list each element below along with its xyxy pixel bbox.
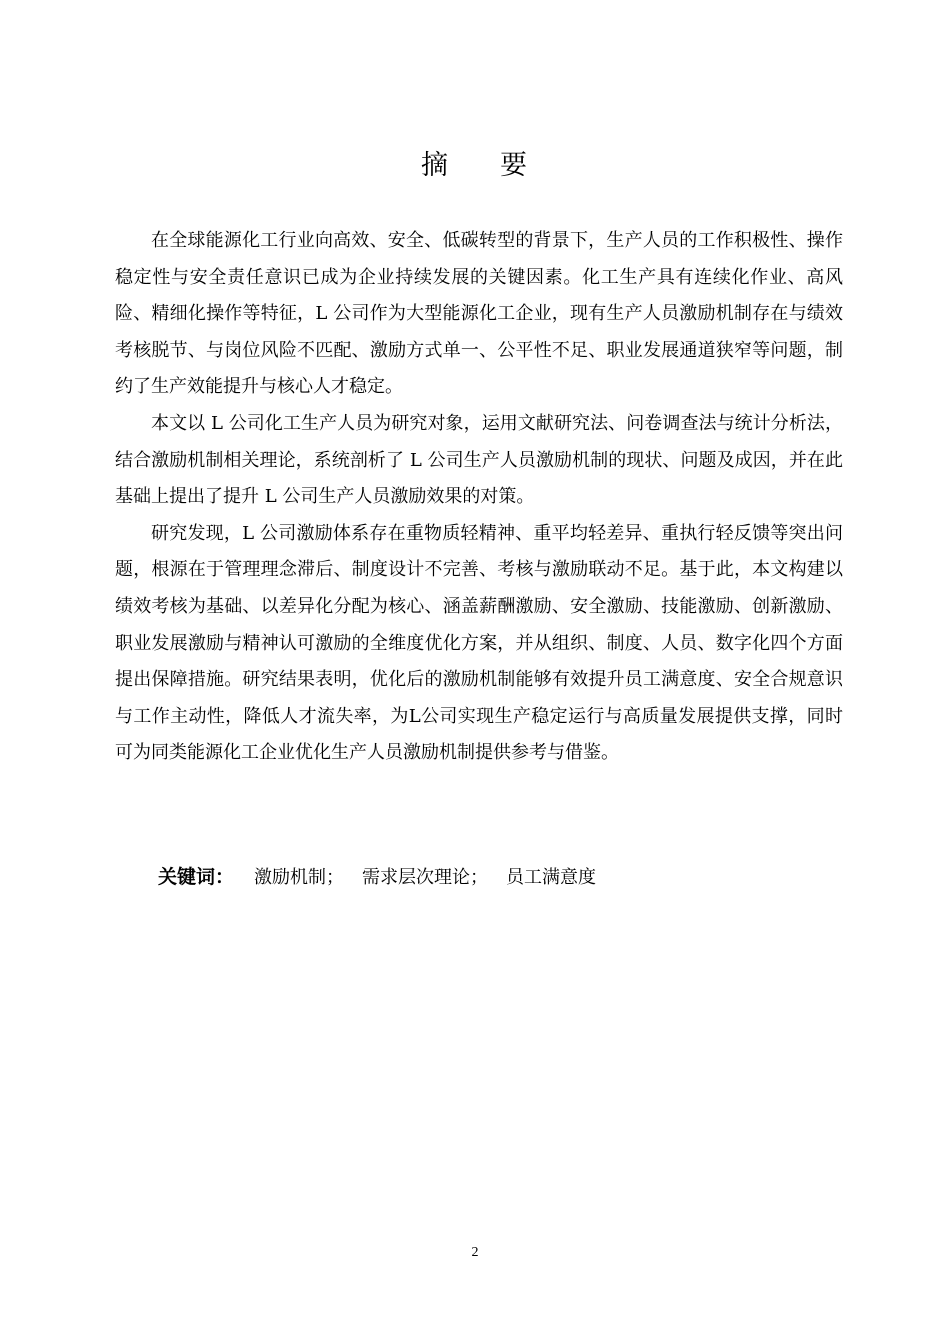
keyword-item: 激励机制； xyxy=(254,867,345,888)
abstract-body xyxy=(115,223,843,772)
keywords-label: 关键词： xyxy=(158,866,235,888)
page-number: 2 xyxy=(471,1245,479,1260)
keyword-item: 员工满意度 xyxy=(506,867,597,888)
title-char-2: 要 xyxy=(500,150,529,181)
abstract-paragraph-2: 本文以 L 公司化工生产人员为研究对象，运用文献研究法、问卷调查法与统计分析法，结合激励机制相关理论，系统剖析了 L 公司生产人员激励机制的现状、问题及成因，并在此基础上提出了提升 L 公司生产人员激励效果的对策。 xyxy=(115,412,843,508)
abstract-paragraph-3: 研究发现，L 公司激励体系存在重物质轻精神、重平均轻差异、重执行轻反馈等突出问题，根源在于管理理念滞后、制度设计不完善、考核与激励联动不足。基于此，本文构建以绩效考核为基础、以差异化分配为核心、涵盖薪酬激励、安全激励、技能激励、创新激励、职业发展激励与精神认可激励的全维度优化方案，并从组织、制度、人员、数字化四个方面提出保障措施。研究结果表明，优化后的激励机制能够有效提升员工满意度、安全合规意识与工作主动性，降低人才流失率，为L公司实现生产稳定运行与高质量发展提供支撑，同时可为同类能源化工企业优化生产人员激励机制提供参考与借鉴。 xyxy=(115,522,843,764)
abstract-paragraph-1: 在全球能源化工行业向高效、安全、低碳转型的背景下，生产人员的工作积极性、操作稳定性与安全责任意识已成为企业持续发展的关键因素。化工生产具有连续化作业、高风险、精细化操作等特征，L 公司作为大型能源化工企业，现有生产人员激励机制存在与绩效考核脱节、与岗位风险不匹配、激励方式单一、公平性不足、职业发展通道狭窄等问题，制约了生产效能提升与核心人才稳定。 xyxy=(115,230,843,398)
keyword-item: 需求层次理论； xyxy=(362,867,489,888)
abstract-title xyxy=(0,148,950,184)
title-char-1: 摘 xyxy=(421,150,450,181)
keywords-line xyxy=(158,862,798,893)
